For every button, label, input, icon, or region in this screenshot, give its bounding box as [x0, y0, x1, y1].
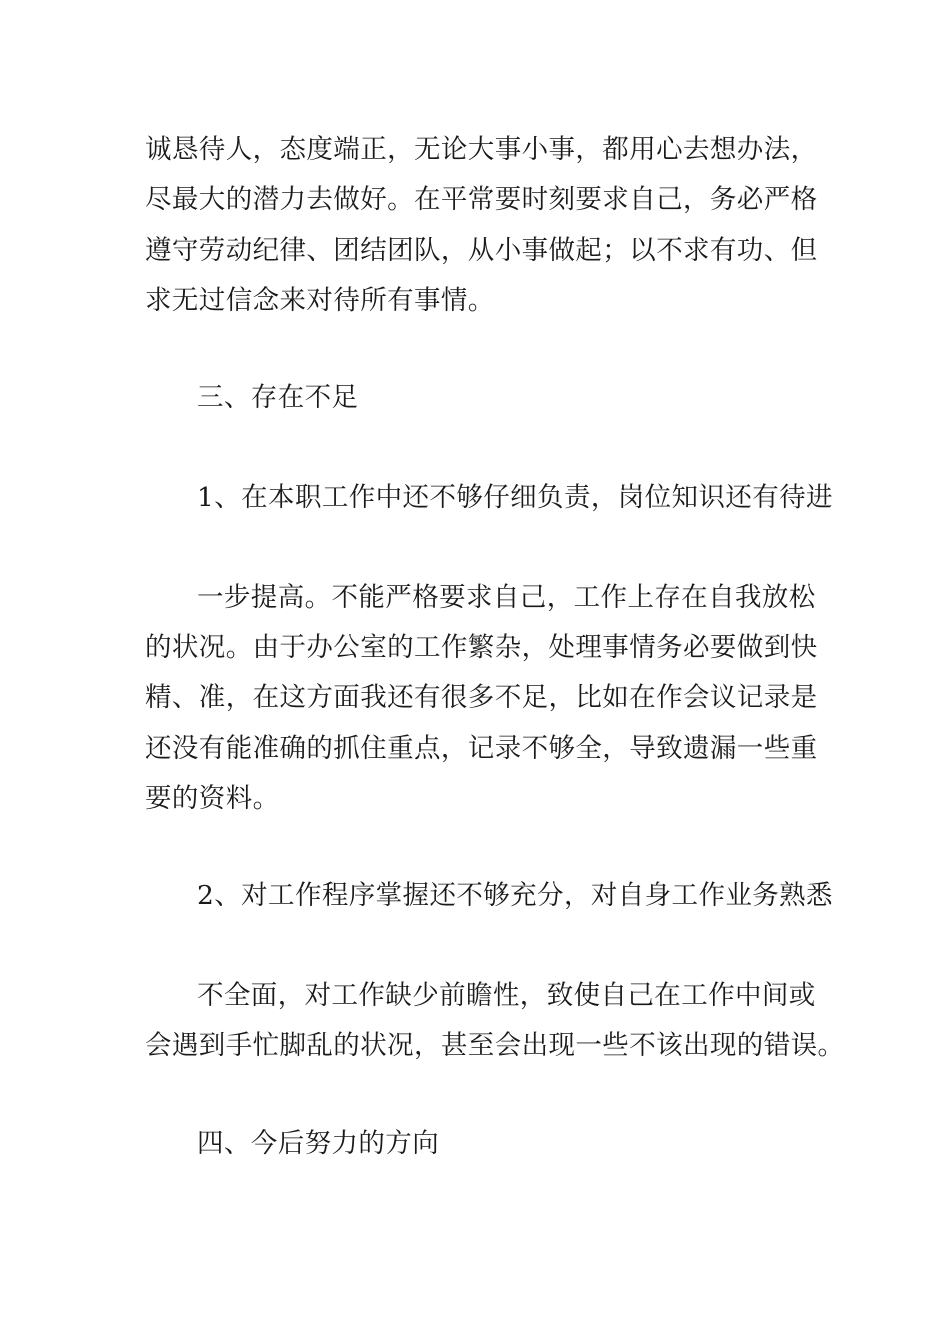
section-heading: 三、存在不足: [197, 382, 359, 413]
paragraph-line: 精、准，在这方面我还有很多不足，比如在作会议记录是: [145, 682, 818, 713]
list-item-heading: 2、对工作程序掌握还不够充分，对自身工作业务熟悉: [197, 880, 833, 911]
paragraph-line: 要的资料。: [145, 783, 280, 814]
paragraph-line: 一步提高。不能严格要求自己，工作上存在自我放松: [197, 582, 816, 613]
paragraph-line: 的状况。由于办公室的工作繁杂，处理事情务必要做到快: [145, 632, 818, 663]
paragraph-line: 会遇到手忙脚乱的状况，甚至会出现一些不该出现的错误。: [145, 1030, 845, 1061]
list-item-heading: 1、在本职工作中还不够仔细负责，岗位知识还有待进: [197, 482, 833, 513]
paragraph-line: 尽最大的潜力去做好。在平常要时刻要求自己，务必严格: [145, 184, 818, 215]
paragraph-line: 诚恳待人，态度端正，无论大事小事，都用心去想办法，: [145, 134, 818, 165]
paragraph-line: 不全面，对工作缺少前瞻性，致使自己在工作中间或: [197, 980, 816, 1011]
section-heading: 四、今后努力的方向: [197, 1128, 440, 1159]
paragraph-line: 求无过信念来对待所有事情。: [145, 285, 495, 316]
paragraph-line: 遵守劳动纪律、团结团队，从小事做起；以不求有功、但: [145, 235, 818, 266]
paragraph-line: 还没有能准确的抓住重点，记录不够全，导致遗漏一些重: [145, 733, 818, 764]
